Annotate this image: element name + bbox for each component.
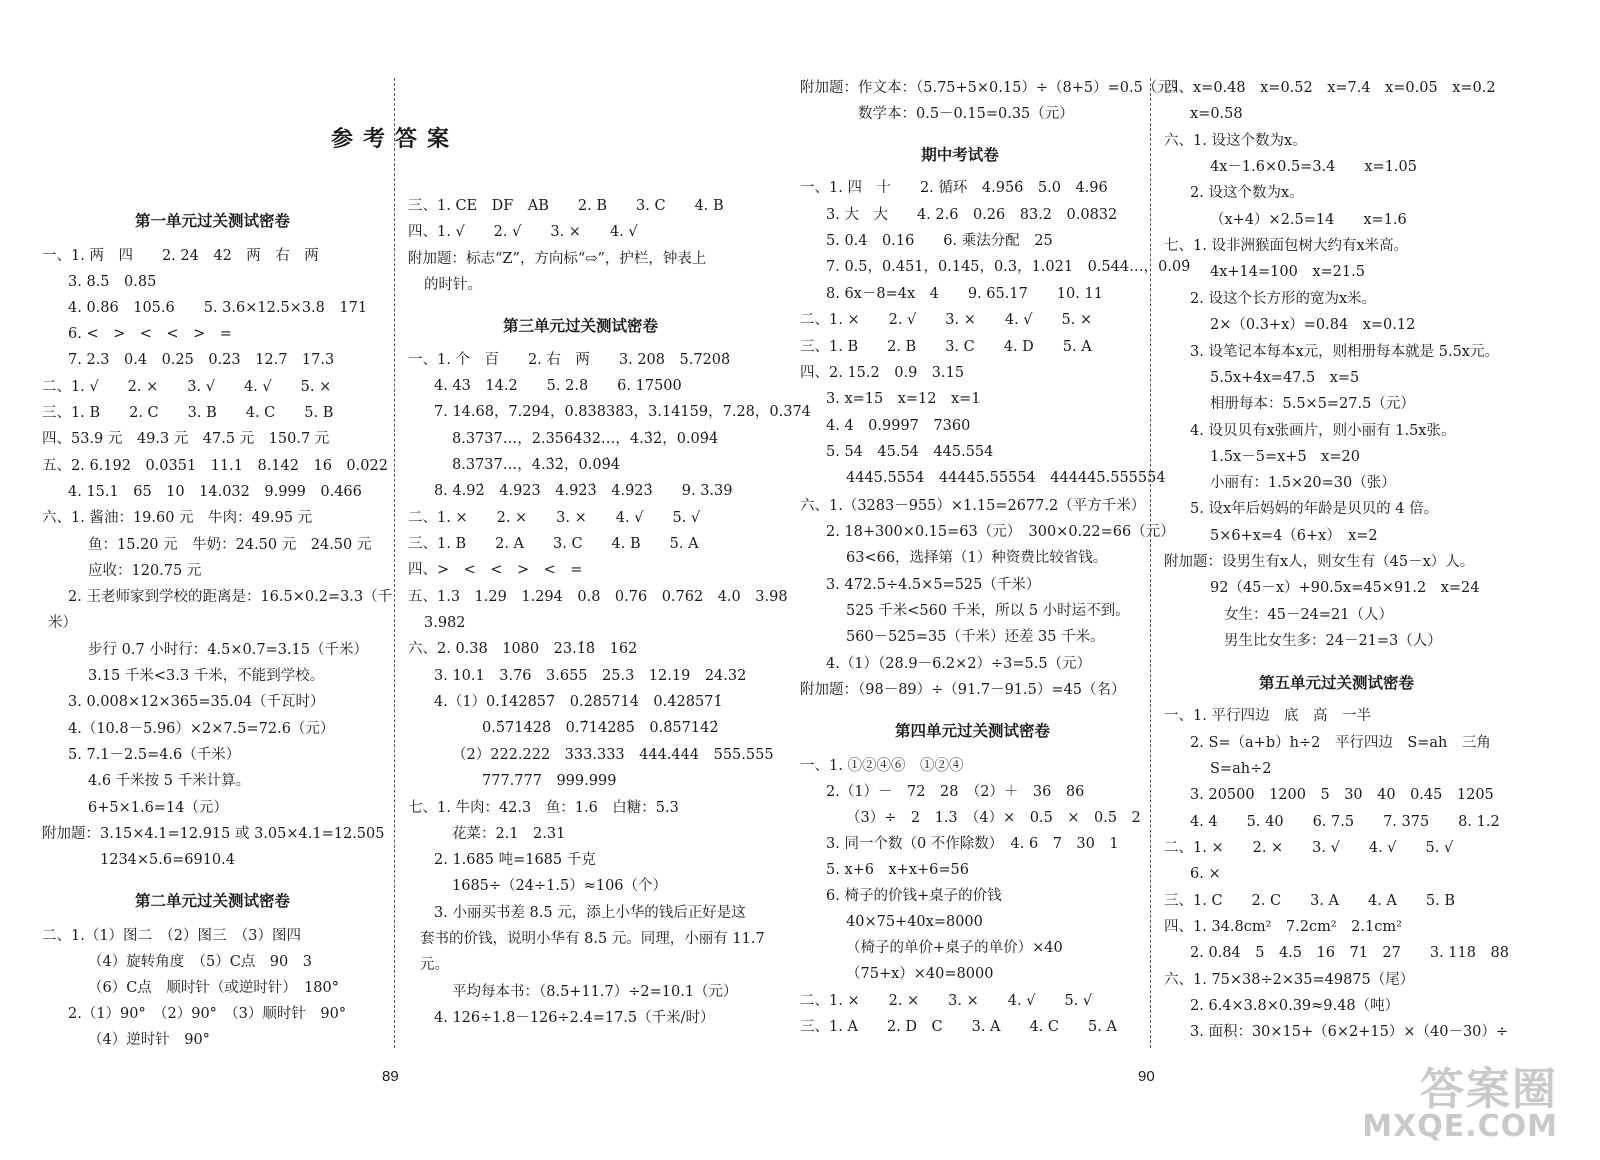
answer-line: 2. 设这个数为x。 xyxy=(1190,185,1304,201)
answer-line: 4445.5554 44445.55554 444445.555554 xyxy=(846,470,1166,486)
page-title: 参考答案 xyxy=(330,127,459,152)
answer-line: 6. × xyxy=(1190,866,1221,882)
watermark-logo xyxy=(1362,1064,1558,1144)
answer-line: 2.（1）－ 72 28 （2）＋ 36 86 xyxy=(826,784,1085,800)
answer-line: 2. 1.685 吨=1685 千克 xyxy=(434,852,596,868)
answer-line: 92（45－x）+90.5x=45×91.2 x=24 xyxy=(1210,580,1480,596)
answer-line: 3. 设笔记本每本x元，则相册每本就是 5.5x元。 xyxy=(1190,344,1499,360)
answer-line: 三、1. B 2. A 3. C 4. B 5. A xyxy=(408,536,699,552)
answer-line: 男生比女生多：24－21=3（人） xyxy=(1224,633,1442,649)
answer-line: 二、1. × 2. × 3. × 4. √ 5. √ xyxy=(408,510,701,526)
answer-line: 三、1. A 2. D C 3. A 4. C 5. A xyxy=(800,1019,1117,1035)
answer-line: 5. 0.4 0.16 6. 乘法分配 25 xyxy=(826,233,1053,249)
answer-line: 三、1. CE DF AB 2. B 3. C 4. B xyxy=(408,198,724,214)
answer-line: 4x+14=100 x=21.5 xyxy=(1210,264,1365,280)
answer-line: 1685÷（24÷1.5）≈106（个） xyxy=(452,878,668,894)
answer-line: 附加题：设男生有x人，则女生有（45－x）人。 xyxy=(1164,554,1475,570)
answer-line: 四、> < < > < = xyxy=(408,562,583,578)
answer-line: 二、1.（1）图二 （2）图三 （3）图四 xyxy=(42,928,302,944)
section-heading: 第一单元过关测试密卷 xyxy=(134,212,290,230)
answer-line: S=ah÷2 xyxy=(1210,761,1272,777)
answer-line: 一、1. ①②④⑥ ①②④ xyxy=(800,758,964,774)
answer-line: 5.5x+4x=47.5 x=5 xyxy=(1210,370,1360,386)
answer-line: 四、53.9 元 49.3 元 47.5 元 150.7 元 xyxy=(42,431,330,447)
answer-line: 3. 20500 1200 5 30 40 0.45 1205 xyxy=(1190,787,1494,803)
answer-line: 1234×5.6=6910.4 xyxy=(100,852,235,868)
answer-line: 六、1. 75×38÷2×35=49875（尾） xyxy=(1164,972,1415,988)
answer-line: 步行 0.7 小时行：4.5×0.7=3.15（千米） xyxy=(88,642,368,658)
answer-line: 4. 43 14.2 5. 2.8 6. 17500 xyxy=(434,378,682,394)
answer-line: 3.15 千米<3.3 千米，不能到学校。 xyxy=(88,668,325,684)
answer-line: 小丽有：1.5×20=30（张） xyxy=(1210,475,1396,491)
answer-line: 附加题：作文本：（5.75+5×0.15）÷（8+5）=0.5（元） xyxy=(800,80,1187,96)
answer-line: 0.5̇71428̇ 0.7̇14285̇ 0.8̇57142̇ xyxy=(482,720,719,736)
answer-line: 四、2. 15.2 0.9 3.15 xyxy=(800,365,965,381)
answer-line: 4.（1）（28.9－6.2×2）÷3=5.5（元） xyxy=(826,656,1092,672)
answer-line: 四、1. √ 2. √ 3. × 4. √ xyxy=(408,224,638,240)
answer-line: 3. 8.5 0.85 xyxy=(68,274,157,290)
answer-line: 一、1. 平行四边 底 高 一半 xyxy=(1164,708,1371,724)
answer-line: 应收：120.75 元 xyxy=(88,563,202,579)
answer-line: 3. 同一个数（0 不作除数） 4. 6 7 30 1 xyxy=(826,836,1119,852)
answer-line: 560－525=35（千米）还差 35 千米。 xyxy=(846,629,1105,645)
answer-line: 七、1. 牛肉：42.3 鱼：1.6 白糖：5.3 xyxy=(408,800,679,816)
watermark-text: 答案圈 xyxy=(1420,1064,1558,1115)
answer-line: 三、1. C 2. C 3. A 4. A 5. B xyxy=(1164,893,1456,909)
answer-line: 2. 0.84 5 4.5 16 71 27 3. 118 88 xyxy=(1190,945,1509,961)
answer-line: （6）C点 顺时针（或逆时针） 180° xyxy=(88,980,339,996)
answer-line: （4）旋转角度 （5）C点 90 3 xyxy=(88,954,312,970)
answer-line: 6. < > < < > = xyxy=(68,326,232,342)
answer-line: 5. 54 45.54 445.554 xyxy=(826,444,994,460)
answer-line: 2.（1）90° （2）90° （3）顺时针 90° xyxy=(68,1006,347,1022)
answer-line: 六、1.（3283－955）×1.15=2677.2（平方千米） xyxy=(800,498,1146,514)
answer-line: 六、1. 设这个数为x。 xyxy=(1164,133,1307,149)
answer-line: 4. 4 0.9997 7360 xyxy=(826,418,971,434)
answer-line: 2×（0.3+x）=0.84 x=0.12 xyxy=(1210,317,1416,333)
answer-line: 2. 6.4×3.8×0.39≈9.48（吨） xyxy=(1190,998,1400,1014)
answer-line: （75+x）×40=8000 xyxy=(846,966,994,982)
answer-line: 3. 小丽买书差 8.5 元，添上小华的钱后正好是这 xyxy=(434,905,746,921)
page-number-right: 90 xyxy=(1138,1068,1155,1085)
answer-line: 的时针。 xyxy=(424,277,482,293)
answer-line: （x+4）×2.5=14 x=1.6 xyxy=(1210,212,1407,228)
answer-line: 5. 7.1－2.5=4.6（千米） xyxy=(68,747,241,763)
answer-line: 7. 2.3 0.4 0.25 0.23 12.7 17.3 xyxy=(68,352,335,368)
column-divider xyxy=(1150,78,1151,1048)
answer-line: 附加题：标志“Z”，方向标“⇨”，护栏，钟表上 xyxy=(408,251,707,267)
answer-line: 一、1. 两 四 2. 24 42 两 右 两 xyxy=(42,248,319,264)
answer-line: 3.982 xyxy=(424,615,466,631)
answer-line: 8. 4.92̇ 4.923 4.92̇3̇ 4.9̇23̇ 9. 3.39 xyxy=(434,483,733,499)
answer-line: 数学本：0.5－0.15=0.35（元） xyxy=(858,106,1074,122)
answer-line: 2. 设这个长方形的宽为x米。 xyxy=(1190,291,1377,307)
watermark-url: MXQE.COM xyxy=(1362,1109,1558,1144)
answer-line: 四、1. 34.8cm² 7.2cm² 2.1cm² xyxy=(1164,919,1402,935)
section-heading: 第二单元过关测试密卷 xyxy=(134,892,290,910)
section-heading: 期中考试卷 xyxy=(921,146,999,164)
section-heading: 第四单元过关测试密卷 xyxy=(894,722,1050,740)
answer-line: 三、1. B 2. C 3. B 4. C 5. B xyxy=(42,405,334,421)
answer-line: 元。 xyxy=(420,957,449,973)
answer-line: 3. 472.5÷4.5×5=525（千米） xyxy=(826,577,1041,593)
answer-line: 5×6+x=4（6+x） x=2 xyxy=(1210,528,1378,544)
answer-line: 六、1. 酱油：19.60 元 牛肉：49.95 元 xyxy=(42,510,313,526)
answer-line: 花菜：2.1 2.31 xyxy=(452,826,566,842)
answer-line: 4x－1.6×0.5=3.4 x=1.05 xyxy=(1210,159,1417,175)
answer-line: 2. 18+300×0.15=63（元） 300×0.22=66（元） xyxy=(826,524,1175,540)
answer-line: 五、2. 6.192 0.0351 11.1 8.142 16 0.022 xyxy=(42,458,388,474)
section-heading: 第三单元过关测试密卷 xyxy=(502,317,658,335)
answer-line: 4. 4 5. 40 6. 7.5 7. 375 8. 1.2 xyxy=(1190,814,1500,830)
answer-line: 3. x=15 x=12 x=1 xyxy=(826,391,981,407)
page-number-left: 89 xyxy=(382,1068,399,1085)
answer-line: 女生：45－24=21（人） xyxy=(1224,607,1394,623)
answer-line: 一、1. 个 百 2. 右 两 3. 208 5.7208̇ xyxy=(408,352,731,368)
answer-line: 二、1. × 2. √ 3. × 4. √ 5. × xyxy=(800,312,1093,328)
answer-line: 4.6 千米按 5 千米计算。 xyxy=(88,773,251,789)
answer-line: 6+5×1.6=14（元） xyxy=(88,800,228,816)
answer-line: 5. 设x年后妈妈的年龄是贝贝的 4 倍。 xyxy=(1190,501,1439,517)
answer-line: 四、x=0.48 x=0.52 x=7.4 x=0.05 x=0.2 xyxy=(1164,80,1496,96)
answer-line: 套书的价钱，说明小华有 8.5 元。同理，小丽有 11.7 xyxy=(420,931,765,947)
answer-line: 4. 设贝贝有x张画片，则小丽有 1.5x张。 xyxy=(1190,423,1456,439)
answer-line: 4.（1）0.1̇42857̇ 0.2̇85714̇ 0.4̇28571̇ xyxy=(434,694,723,710)
answer-line: 二、1. √ 2. × 3. √ 4. √ 5. × xyxy=(42,379,332,395)
answer-line: （椅子的单价+桌子的单价）×40 xyxy=(846,940,1063,956)
answer-line: 2. S=（a+b）h÷2 平行四边 S=ah 三角 xyxy=(1190,735,1491,751)
answer-line: 525 千米<560 千米，所以 5 小时运不到。 xyxy=(846,603,1130,619)
answer-line: 3. 10.1 3.76 3.655 25.3 12.19 24.32 xyxy=(434,668,747,684)
answer-line: 附加题：3.15×4.1=12.915 或 3.05×4.1=12.505 xyxy=(42,826,385,842)
answer-line: 平均每本书：（8.5+11.7）÷2=10.1（元） xyxy=(452,984,738,1000)
answer-line: 2. 王老师家到学校的距离是：16.5×0.2=3.3（千 xyxy=(68,589,393,605)
answer-line: 63<66，选择第（1）种资费比较省钱。 xyxy=(846,550,1108,566)
answer-line: 三、1. B 2. B 3. C 4. D 5. A xyxy=(800,339,1092,355)
answer-line: 六、2. 0.38 1080 23.1̇8̇ 162 xyxy=(408,641,638,657)
answer-line: 8.3737…，4.3̇2̇，0.09̇4̇ xyxy=(452,457,621,473)
answer-line: 6. 椅子的价钱+桌子的价钱 xyxy=(826,888,1002,904)
answer-line: 一、1. 四 十 2. 循环 4.95̇6̇ 5.0 4.96 xyxy=(800,180,1108,196)
answer-line: 3. 0.008×12×365=35.04（千瓦时） xyxy=(68,694,325,710)
section-heading: 第五单元过关测试密卷 xyxy=(1258,674,1414,692)
answer-line: 鱼：15.20 元 牛奶：24.50 元 24.50 元 xyxy=(88,537,372,553)
answer-line: 7. 14.68，7.294，0.838383，3.14159，7.28，0.374 xyxy=(434,404,811,420)
answer-line: 附加题：（98－89）÷（91.7－91.5）=45（名） xyxy=(800,682,1126,698)
answer-line: 8.3737…，2.356432…，4.3̇2̇，0.09̇4̇ xyxy=(452,431,719,447)
answer-line: 5. x+6 x+x+6=56 xyxy=(826,862,969,878)
answer-line: 二、1. × 2. × 3. √ 4. √ 5. √ xyxy=(1164,840,1454,856)
answer-line: 4.（10.8－5.96）×2×7.5=72.6（元） xyxy=(68,721,335,737)
answer-line: 相册每本：5.5×5=27.5（元） xyxy=(1210,396,1415,412)
answer-line: 4. 15.1 65 10 14.032 9.999 0.466 xyxy=(68,484,362,500)
answer-line: 777.777 999.999 xyxy=(482,773,617,789)
answer-line: 40×75+40x=8000 xyxy=(846,914,983,930)
answer-line: 米） xyxy=(48,615,77,631)
answer-line: （4）逆时针 90° xyxy=(88,1032,210,1048)
answer-line: x=0.58 xyxy=(1190,106,1243,122)
answer-line: （3）÷ 2 1.3 （4）× 0.5 × 0.5 2 xyxy=(846,810,1141,826)
column-divider xyxy=(394,78,395,1048)
answer-line: 7. 0.5，0.451，0.145，0.3，1.021 0.544…，0.09̇ xyxy=(826,259,1191,275)
answer-line: 1.5x－5=x+5 x=20 xyxy=(1210,449,1360,465)
answer-line: 4. 0.86 105.6 5. 3.6×12.5×3.8 171 xyxy=(68,300,368,316)
answer-line: 五、1.3 1.29 1.294 0.8 0.76 0.762 4.0 3.98 xyxy=(408,589,788,605)
answer-line: 二、1. × 2. × 3. × 4. √ 5. √ xyxy=(800,993,1093,1009)
answer-line: 3. 大 大 4. 2.6 0.26 83.2 0.0832 xyxy=(826,207,1118,223)
answer-line: 4. 126÷1.8－126÷2.4=17.5（千米/时） xyxy=(434,1010,715,1026)
answer-line: （2）222.222 333.333 444.444 555.555 xyxy=(452,747,774,763)
answer-line: 8. 6x－8=4x 4 9. 65.17 10. 11 xyxy=(826,286,1103,302)
answer-line: 七、1. 设非洲猴面包树大约有x米高。 xyxy=(1164,238,1409,254)
answer-line: 3. 面积：30×15+（6×2+15）×（40－30）÷ xyxy=(1190,1024,1509,1040)
